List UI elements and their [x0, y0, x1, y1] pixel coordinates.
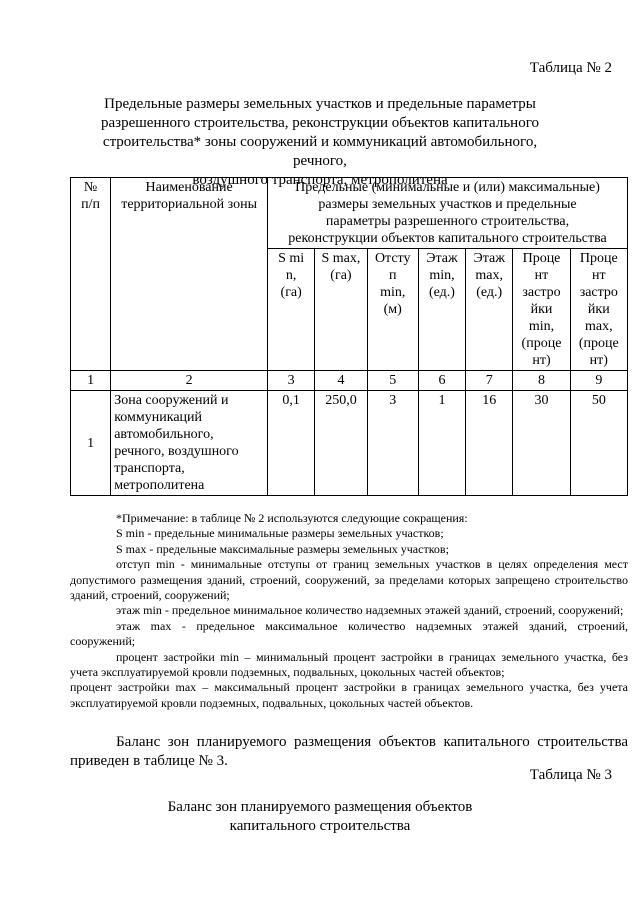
- row-s-max: 250,0: [315, 391, 367, 496]
- row-otstup: 3: [367, 391, 418, 496]
- note-proc-min: процент застройки min – минимальный процент застройки в границах земельного участка, без учета эксплуатируемой кровли подземных, подвальных, цокольных частей объектов;: [70, 649, 628, 680]
- header-row-1: [71, 178, 628, 249]
- col-number: 4: [315, 371, 367, 391]
- header-zone: Наименование территориальной зоны: [111, 178, 268, 371]
- header-etazh-max: Этаж max, (ед.): [466, 249, 513, 371]
- note-s-max: S max - предельные максимальные размеры земельных участков;: [116, 541, 449, 556]
- header-proc-min: Проце нт застро йки min, (проце нт): [513, 249, 570, 371]
- header-proc-max: Проце нт застро йки max, (проце нт): [570, 249, 627, 371]
- col-number: 9: [570, 371, 627, 391]
- limits-table: [70, 177, 628, 496]
- note-intro: *Примечание: в таблице № 2 используются следующие сокращения:: [116, 511, 468, 525]
- row-s-min: 0,1: [268, 391, 315, 496]
- title-line: воздушного транспорта, метрополитена: [192, 172, 448, 188]
- note-etazh-max: этаж max - предельное максимальное количество надземных этажей зданий, строений, сооружений;: [70, 618, 628, 649]
- title-line: разрешенного строительства, реконструкции объектов капитального: [101, 115, 539, 131]
- col-number: 1: [71, 371, 111, 391]
- header-no: № п/п: [71, 178, 111, 371]
- note-otstup: отступ min - минимальные отступы от границ земельных участков в целях определения мест допустимого размещения зданий, строений, сооружений, за пределами которых запрещено строительство зданий, строений, сооружений;: [70, 557, 628, 603]
- col-number: 3: [268, 371, 315, 391]
- header-s-min: S mi n, (га): [268, 249, 315, 371]
- table-row: [71, 391, 628, 496]
- balance-paragraph: Баланс зон планируемого размещения объектов капитального строительства приведен в таблице № 3.: [70, 734, 628, 769]
- footnotes: [70, 511, 628, 711]
- col-number: 7: [466, 371, 513, 391]
- row-proc-min: 30: [513, 391, 570, 496]
- table-3-title: [120, 798, 520, 836]
- column-numbers-row: [71, 371, 628, 391]
- table-3-label: Таблица № 3: [529, 767, 612, 783]
- title-line: строительства* зоны сооружений и коммуникаций автомобильного, речного,: [102, 134, 538, 169]
- title-line: Баланс зон планируемого размещения объектов: [167, 799, 473, 815]
- table-2-title: [80, 95, 560, 190]
- row-proc-max: 50: [570, 391, 627, 496]
- note-etazh-min: этаж min - предельное минимальное количество надземных этажей зданий, строений, сооружений;: [116, 603, 624, 618]
- header-group: Предельные (минимальные и (или) максимальные) размеры земельных участков и предельные параметры разрешенного строительства, реконструкции объектов капитального строительства: [268, 178, 628, 249]
- table-2-label: Таблица № 2: [529, 60, 612, 76]
- note-proc-max: процент застройки max – максимальный процент застройки в границах земельного участка, без учета эксплуатируемой кровли подземных, подвальных, цокольных частей объектов.: [70, 680, 628, 710]
- col-number: 5: [367, 371, 418, 391]
- row-zone: Зона сооружений и коммуникаций автомобильного, речного, воздушного транспорта, метрополитена: [111, 391, 268, 496]
- row-no: 1: [71, 391, 111, 496]
- col-number: 8: [513, 371, 570, 391]
- header-s-max: S max, (га): [315, 249, 367, 371]
- note-s-min: S min - предельные минимальные размеры земельных участков;: [116, 526, 444, 541]
- row-etazh-max: 16: [466, 391, 513, 496]
- col-number: 2: [111, 371, 268, 391]
- title-line: капитального строительства: [229, 818, 411, 834]
- header-etazh-min: Этаж min, (ед.): [418, 249, 465, 371]
- col-number: 6: [418, 371, 465, 391]
- row-etazh-min: 1: [418, 391, 465, 496]
- title-line: Предельные размеры земельных участков и предельные параметры: [104, 96, 536, 112]
- header-otstup: Отсту п min, (м): [367, 249, 418, 371]
